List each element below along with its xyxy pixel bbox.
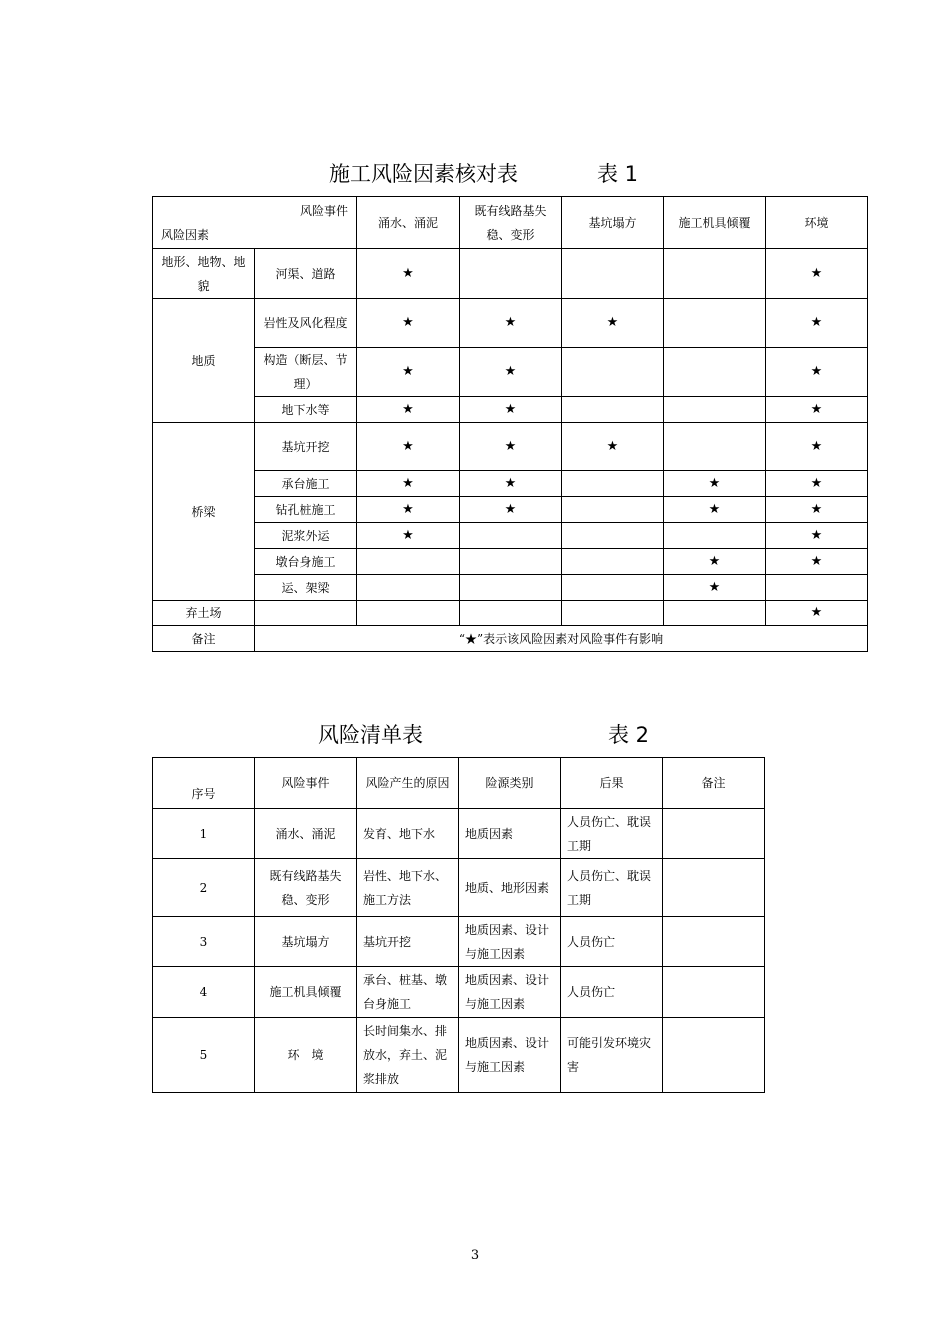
star-mark: ★ (460, 299, 562, 348)
star-mark (357, 575, 460, 601)
event-header: 基坑塌方 (562, 197, 664, 249)
risk-remark (663, 967, 765, 1018)
table-row (153, 497, 868, 523)
factor-name: 河渠、道路 (255, 249, 357, 299)
risk-cause: 承台、桩基、墩台身施工 (357, 967, 459, 1018)
risk-event: 环 境 (255, 1018, 357, 1093)
factor-name: 运、架梁 (255, 575, 357, 601)
factor-name: 岩性及风化程度 (255, 299, 357, 348)
star-mark: ★ (460, 471, 562, 497)
factor-name (255, 601, 357, 626)
star-mark (562, 549, 664, 575)
factor-name: 泥浆外运 (255, 523, 357, 549)
star-mark: ★ (562, 299, 664, 348)
star-mark: ★ (766, 348, 868, 397)
star-mark (664, 601, 766, 626)
star-mark: ★ (357, 497, 460, 523)
table-row (153, 523, 868, 549)
star-mark (664, 397, 766, 423)
event-header: 施工机具倾覆 (664, 197, 766, 249)
star-mark: ★ (766, 549, 868, 575)
table-row (153, 299, 868, 348)
risk-category: 地质因素、设计与施工因素 (459, 967, 561, 1018)
star-mark (460, 249, 562, 299)
table-row (153, 423, 868, 471)
star-mark (357, 601, 460, 626)
factor-group: 地质 (153, 299, 255, 423)
table-row (153, 471, 868, 497)
table-row (153, 809, 765, 859)
star-mark: ★ (664, 575, 766, 601)
table1-number: 表 1 (597, 162, 639, 186)
factor-name: 构造（断层、节理） (255, 348, 357, 397)
star-mark (357, 549, 460, 575)
factor-group: 桥梁 (153, 423, 255, 601)
star-mark: ★ (460, 397, 562, 423)
star-mark (562, 249, 664, 299)
risk-remark (663, 809, 765, 859)
star-mark (664, 249, 766, 299)
event-header: 涌水、涌泥 (357, 197, 460, 249)
table-row (153, 1018, 765, 1093)
factor-name: 墩台身施工 (255, 549, 357, 575)
row-number: 4 (153, 967, 255, 1018)
risk-consequence: 人员伤亡、耽误工期 (561, 859, 663, 917)
star-mark: ★ (664, 549, 766, 575)
note-label: 备注 (153, 626, 255, 652)
row-number: 5 (153, 1018, 255, 1093)
star-mark: ★ (562, 423, 664, 471)
factor-group: 弃土场 (153, 601, 255, 626)
column-header: 后果 (561, 758, 663, 809)
risk-consequence: 人员伤亡 (561, 967, 663, 1018)
risk-category: 地质因素、设计与施工因素 (459, 917, 561, 967)
column-header: 风险事件 (255, 758, 357, 809)
star-mark (766, 575, 868, 601)
risk-consequence: 人员伤亡 (561, 917, 663, 967)
star-mark: ★ (766, 423, 868, 471)
star-mark: ★ (357, 299, 460, 348)
table-row (153, 348, 868, 397)
risk-cause: 长时间集水、排放水，弃土、泥浆排放 (357, 1018, 459, 1093)
star-mark (460, 549, 562, 575)
star-mark: ★ (357, 348, 460, 397)
risk-cause: 基坑开挖 (357, 917, 459, 967)
table1-header-row (153, 197, 868, 249)
star-mark (562, 523, 664, 549)
factor-name: 钻孔桩施工 (255, 497, 357, 523)
star-mark: ★ (357, 471, 460, 497)
star-mark: ★ (664, 497, 766, 523)
table2-title: 风险清单表 (318, 723, 423, 747)
event-header: 既有线路基失稳、变形 (460, 197, 562, 249)
column-header: 险源类别 (459, 758, 561, 809)
table1-note-row (153, 626, 868, 652)
risk-category: 地质因素 (459, 809, 561, 859)
row-number: 2 (153, 859, 255, 917)
table-row (153, 967, 765, 1018)
risk-cause: 发育、地下水 (357, 809, 459, 859)
row-number: 3 (153, 917, 255, 967)
risk-event: 涌水、涌泥 (255, 809, 357, 859)
star-mark (664, 523, 766, 549)
factor-name: 承台施工 (255, 471, 357, 497)
corner-event-label: 风险事件 (299, 204, 348, 218)
star-mark: ★ (357, 397, 460, 423)
star-mark: ★ (357, 423, 460, 471)
star-mark: ★ (766, 523, 868, 549)
row-number: 1 (153, 809, 255, 859)
star-mark (664, 423, 766, 471)
table-row (153, 601, 868, 626)
star-mark: ★ (766, 299, 868, 348)
column-header: 序号 (153, 758, 255, 809)
star-mark (562, 471, 664, 497)
star-mark (562, 601, 664, 626)
star-mark (562, 497, 664, 523)
star-mark: ★ (460, 348, 562, 397)
risk-remark (663, 1018, 765, 1093)
table-row (153, 575, 868, 601)
table-row (153, 549, 868, 575)
star-mark (562, 348, 664, 397)
star-mark (562, 397, 664, 423)
star-mark: ★ (664, 471, 766, 497)
table-row (153, 859, 765, 917)
star-mark (460, 575, 562, 601)
risk-cause: 岩性、地下水、施工方法 (357, 859, 459, 917)
star-mark: ★ (766, 497, 868, 523)
risk-category: 地质、地形因素 (459, 859, 561, 917)
risk-event: 既有线路基失稳、变形 (255, 859, 357, 917)
star-mark: ★ (460, 497, 562, 523)
star-mark: ★ (460, 423, 562, 471)
star-mark: ★ (766, 601, 868, 626)
star-mark (460, 523, 562, 549)
event-header: 环境 (766, 197, 868, 249)
risk-event: 施工机具倾覆 (255, 967, 357, 1018)
factor-name: 地下水等 (255, 397, 357, 423)
star-mark: ★ (357, 523, 460, 549)
risk-consequence: 可能引发环境灾害 (561, 1018, 663, 1093)
star-mark: ★ (766, 471, 868, 497)
star-mark (460, 601, 562, 626)
factor-name: 基坑开挖 (255, 423, 357, 471)
table-row (153, 249, 868, 299)
risk-factor-table (152, 196, 868, 652)
note-text: “★”表示该风险因素对风险事件有影响 (255, 626, 868, 652)
column-header: 备注 (663, 758, 765, 809)
star-mark (664, 299, 766, 348)
page-number: 3 (470, 1248, 480, 1263)
star-mark: ★ (766, 397, 868, 423)
risk-event: 基坑塌方 (255, 917, 357, 967)
risk-consequence: 人员伤亡、耽误工期 (561, 809, 663, 859)
star-mark (562, 575, 664, 601)
column-header: 风险产生的原因 (357, 758, 459, 809)
factor-group: 地形、地物、地貌 (153, 249, 255, 299)
risk-remark (663, 917, 765, 967)
table-row (153, 397, 868, 423)
table1-title: 施工风险因素核对表 (329, 162, 518, 186)
table2-header-row (153, 758, 765, 809)
table-row (153, 917, 765, 967)
table1-corner-cell (153, 197, 357, 249)
table2-number: 表 2 (608, 723, 650, 747)
risk-remark (663, 859, 765, 917)
star-mark: ★ (357, 249, 460, 299)
risk-category: 地质因素、设计与施工因素 (459, 1018, 561, 1093)
corner-factor-label: 风险因素 (161, 228, 210, 242)
star-mark: ★ (766, 249, 868, 299)
risk-list-table (152, 757, 765, 1093)
star-mark (664, 348, 766, 397)
